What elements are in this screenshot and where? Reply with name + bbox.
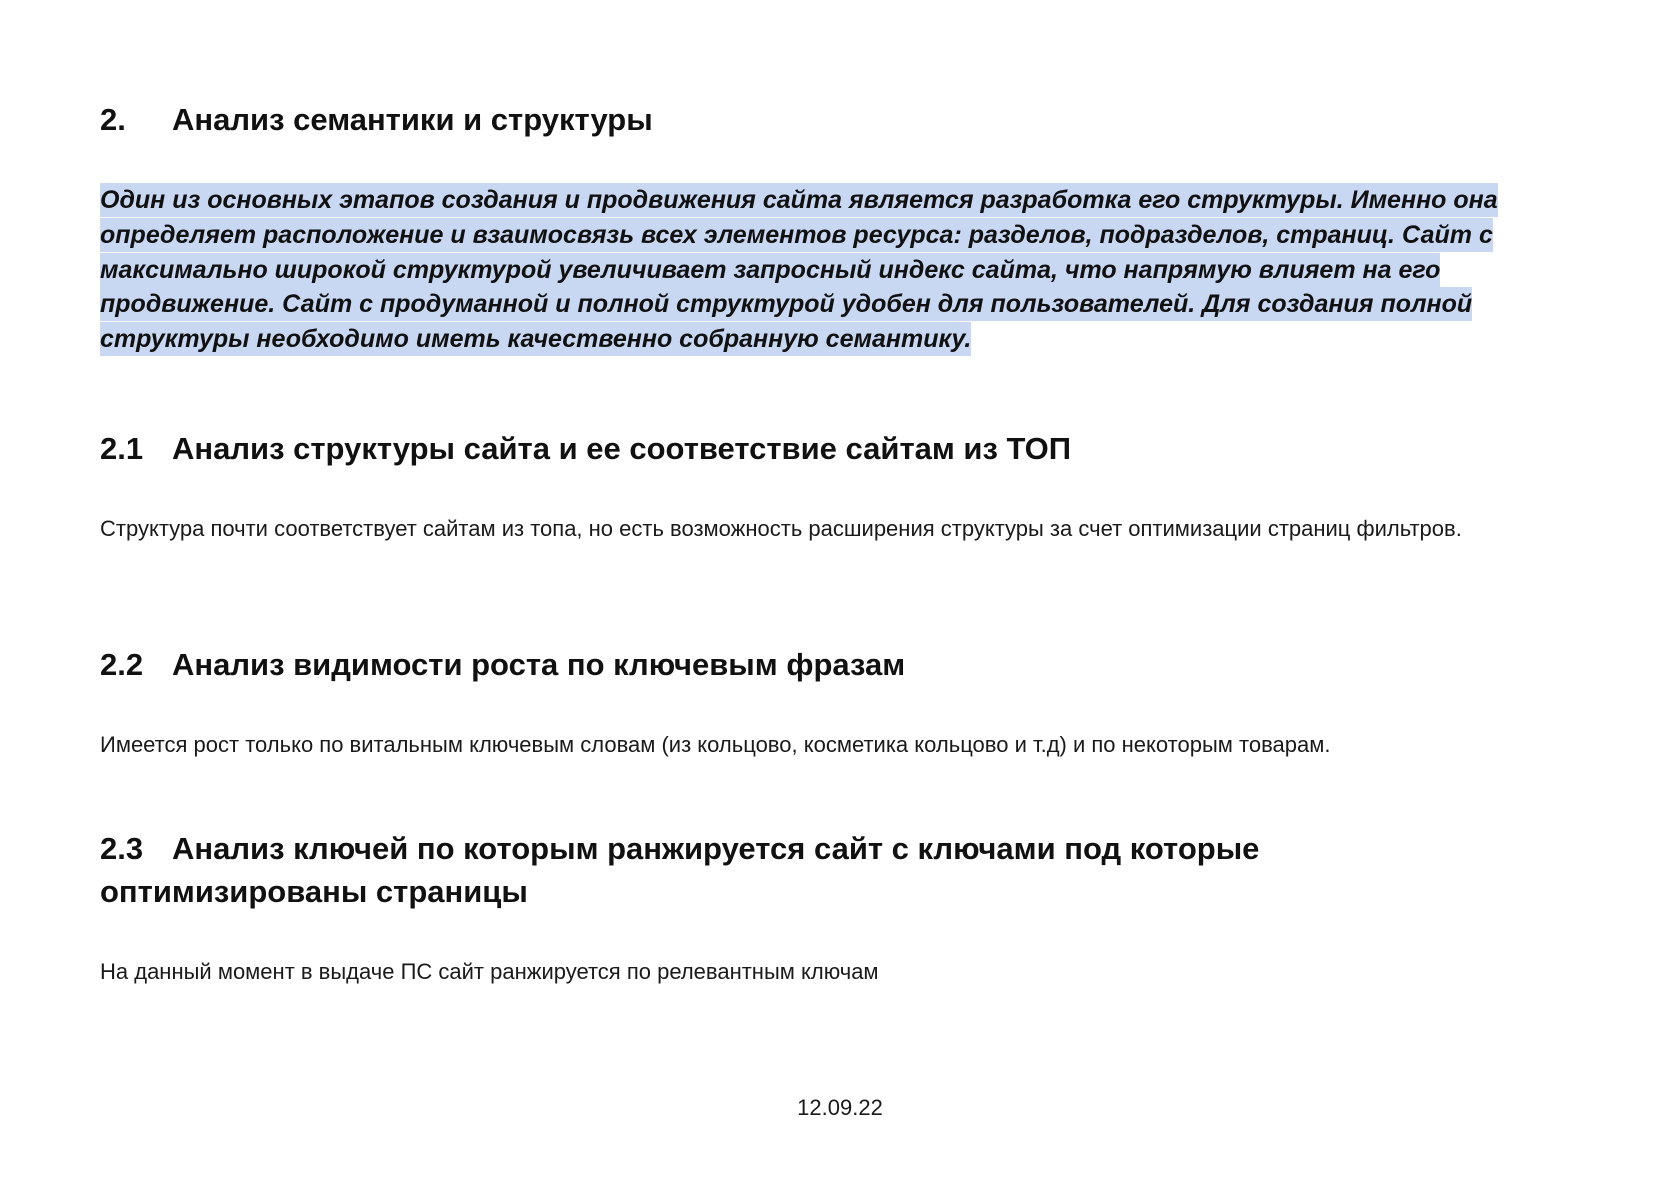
section-2-2-body: Имеется рост только по витальным ключевым словам (из кольцово, косметика кольцово и т.д) и по некоторым товарам. bbox=[100, 732, 1331, 757]
section-2-heading bbox=[100, 98, 653, 141]
section-2-1-heading bbox=[100, 427, 1071, 470]
section-2-3-title: Анализ ключей по которым ранжируется сайт с ключами под которые оптимизированы страницы bbox=[100, 831, 1260, 909]
section-2-1-title: Анализ структуры сайта и ее соответствие сайтам из ТОП bbox=[172, 431, 1072, 466]
section-2-3-heading bbox=[100, 827, 1500, 913]
section-2-2-number: 2.2 bbox=[100, 647, 144, 682]
section-2-title: Анализ семантики и структуры bbox=[172, 102, 653, 137]
selected-intro-text[interactable]: Один из основных этапов создания и продвижения сайта является разработка его структуры. Именно она определяет расположение и взаимосвязь всех элементов ресурса: разделов, подразделов, страниц. Сайт с максимально широкой структурой увеличивает запросный индекс сайта, что напрямую влияет на его продвижение. Сайт с продуманной и полной структурой удобен для пользователей. Для создания полной структуры необходимо иметь качественно собранную семантику. bbox=[100, 183, 1498, 356]
section-2-1-number: 2.1 bbox=[100, 431, 144, 466]
footer-date: 12.09.22 bbox=[797, 1095, 883, 1120]
section-2-2-heading bbox=[100, 643, 905, 686]
section-2-2-title: Анализ видимости роста по ключевым фразам bbox=[172, 647, 906, 682]
section-2-3-body: На данный момент в выдаче ПС сайт ранжируется по релевантным ключам bbox=[100, 959, 879, 984]
intro-paragraph[interactable] bbox=[100, 183, 1530, 357]
section-2-number: 2. bbox=[100, 102, 126, 137]
section-2-1-body: Структура почти соответствует сайтам из топа, но есть возможность расширения структуры за счет оптимизации страниц фильтров. bbox=[100, 516, 1462, 541]
section-2-3-number: 2.3 bbox=[100, 831, 144, 866]
